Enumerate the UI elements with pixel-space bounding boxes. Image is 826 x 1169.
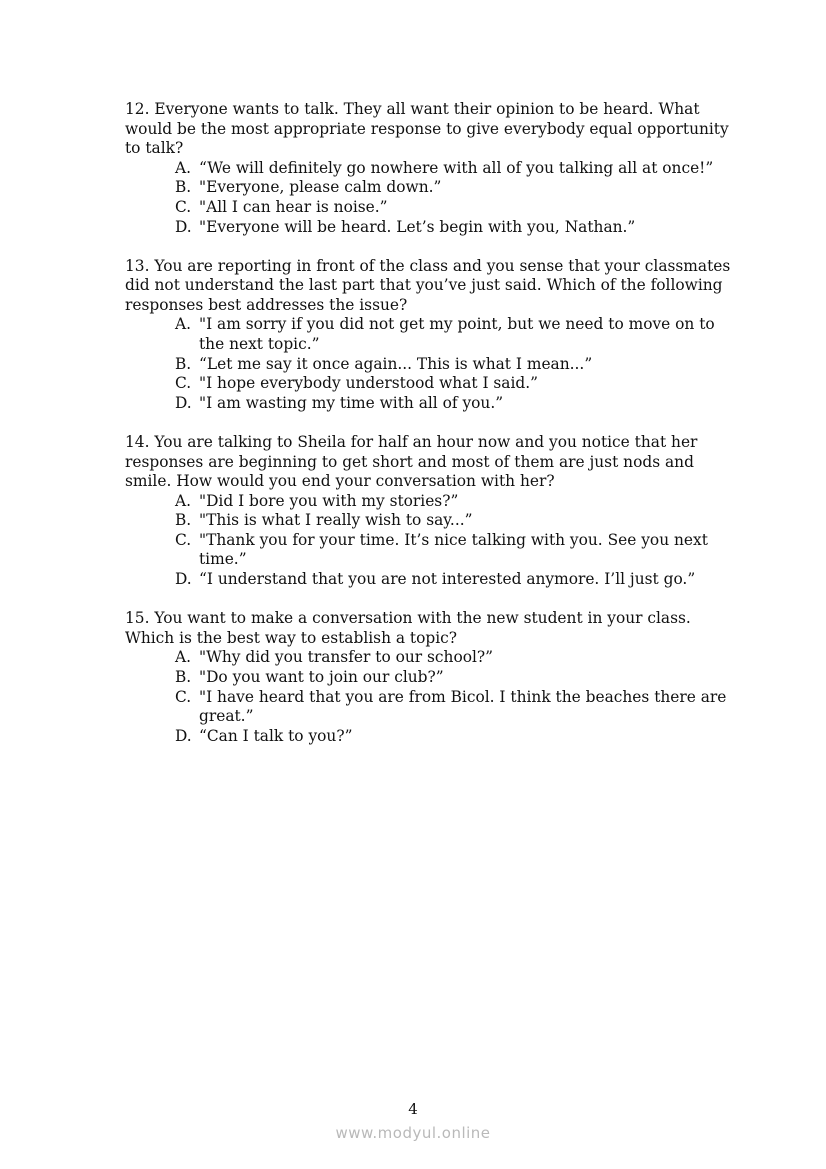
option-a: [125, 159, 735, 179]
option-text: "Why did you transfer to our school?”: [199, 648, 494, 667]
option-text: "All I can hear is noise.”: [199, 197, 388, 216]
answer-options: [125, 159, 735, 237]
option-letter: C.: [175, 374, 192, 393]
option-a: [125, 315, 735, 354]
question-15: [125, 609, 735, 746]
option-letter: A.: [175, 315, 192, 334]
answer-options: [125, 315, 735, 413]
question-12: [125, 100, 735, 237]
option-text: "I am wasting my time with all of you.”: [199, 393, 504, 412]
option-text: “We will definitely go nowhere with all of you talking all at once!”: [199, 158, 714, 177]
option-letter: C.: [175, 197, 192, 216]
question-stem: 13. You are reporting in front of the class and you sense that your classmates did not understand the last part that you’ve just said. Which of the following responses best addresses the issue?: [125, 256, 731, 314]
option-letter: B.: [175, 178, 192, 197]
answer-options: [125, 648, 735, 746]
option-letter: D.: [175, 217, 192, 236]
option-text: "Everyone, please calm down.”: [199, 178, 442, 197]
option-text: "Thank you for your time. It’s nice talking with you. See you next time.”: [199, 530, 708, 569]
option-text: “I understand that you are not interested anymore. I’ll just go.”: [199, 570, 696, 589]
option-text: "I hope everybody understood what I said.”: [199, 374, 539, 393]
option-d: [125, 394, 735, 414]
option-d: [125, 727, 735, 747]
option-letter: A.: [175, 491, 192, 510]
watermark: www.modyul.online: [335, 1124, 491, 1142]
option-d: [125, 218, 735, 238]
option-a: [125, 492, 735, 512]
option-letter: C.: [175, 687, 192, 706]
page-number: 4: [408, 1100, 418, 1118]
option-c: [125, 198, 735, 218]
option-text: "I am sorry if you did not get my point, but we need to move on to the next topic.”: [199, 315, 715, 354]
question-14: [125, 433, 735, 590]
option-c: [125, 688, 735, 727]
option-b: [125, 511, 735, 531]
option-b: [125, 355, 735, 375]
option-text: "This is what I really wish to say...”: [199, 511, 473, 530]
option-letter: D.: [175, 570, 192, 589]
option-text: “Can I talk to you?”: [199, 726, 353, 745]
option-text: "Everyone will be heard. Let’s begin with you, Nathan.”: [199, 217, 636, 236]
option-text: “Let me say it once again... This is what I mean...”: [199, 354, 593, 373]
option-letter: B.: [175, 667, 192, 686]
option-letter: B.: [175, 511, 192, 530]
questions-section: [125, 100, 735, 766]
option-c: [125, 531, 735, 570]
option-b: [125, 178, 735, 198]
option-c: [125, 374, 735, 394]
option-letter: D.: [175, 726, 192, 745]
option-letter: B.: [175, 354, 192, 373]
option-letter: D.: [175, 393, 192, 412]
option-letter: C.: [175, 530, 192, 549]
question-stem: 12. Everyone wants to talk. They all want their opinion to be heard. What would be the most appropriate response to give everybody equal opportunity to talk?: [125, 100, 729, 158]
option-b: [125, 668, 735, 688]
option-d: [125, 570, 735, 590]
question-13: [125, 257, 735, 414]
option-a: [125, 648, 735, 668]
option-text: "I have heard that you are from Bicol. I think the beaches there are great.”: [199, 687, 727, 726]
option-text: "Did I bore you with my stories?”: [199, 491, 459, 510]
question-stem: 15. You want to make a conversation with the new student in your class. Which is the best way to establish a topic?: [125, 609, 691, 647]
answer-options: [125, 492, 735, 590]
question-stem: 14. You are talking to Sheila for half an hour now and you notice that her responses are beginning to get short and most of them are just nods and smile. How would you end your conversation with her?: [125, 432, 698, 491]
option-letter: A.: [175, 158, 192, 177]
option-letter: A.: [175, 648, 192, 667]
option-text: "Do you want to join our club?”: [199, 667, 444, 686]
